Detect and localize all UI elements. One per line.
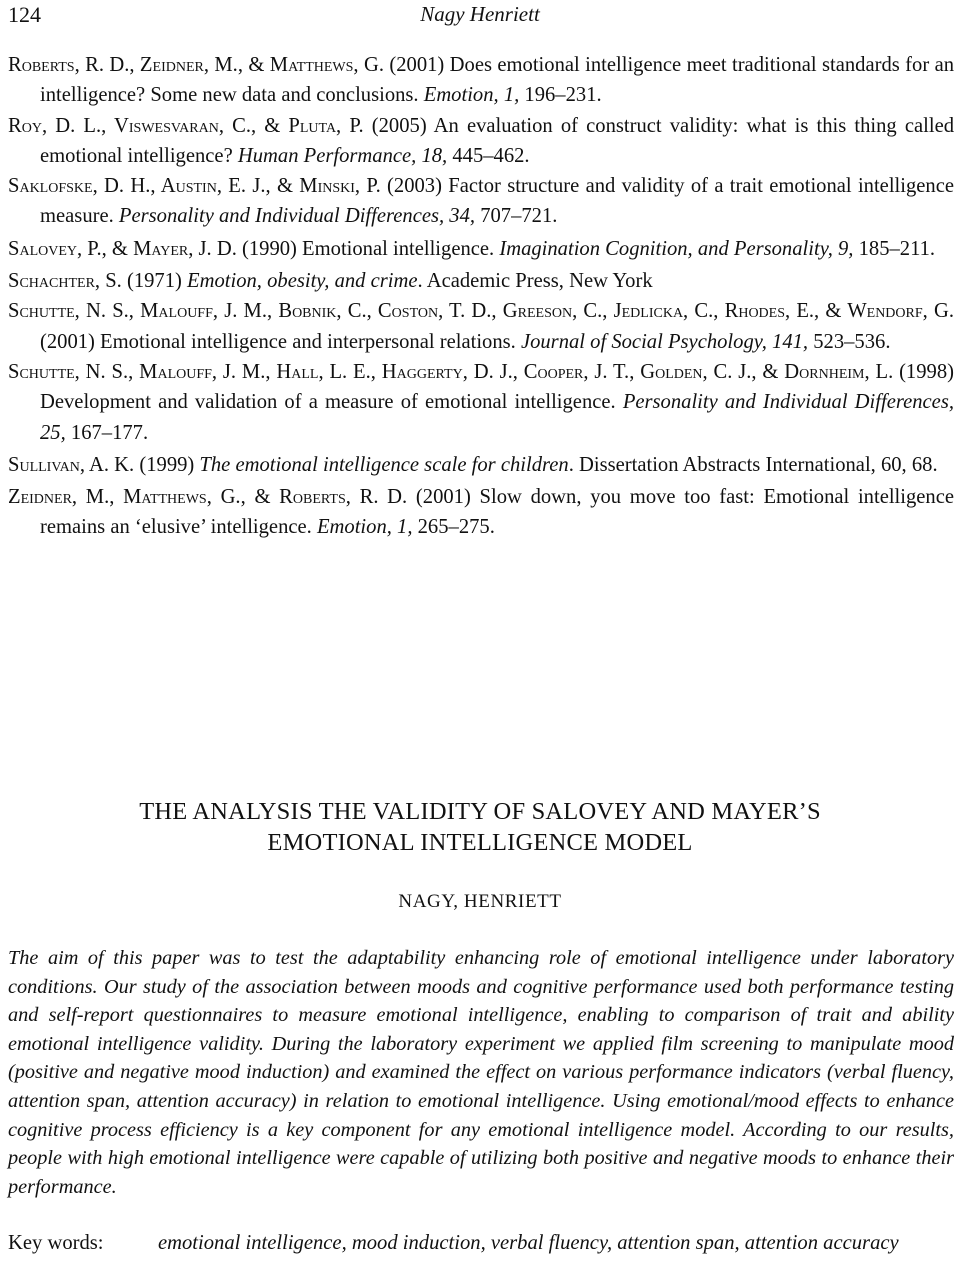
page-number: 124	[8, 2, 41, 27]
reference-text: (1998) Development and validation of a measure of emotional intelligence.	[40, 360, 954, 414]
reference-text: (2001) Emotional intelligence and interpersonal relations.	[40, 330, 521, 353]
reference-authors: Saklofske, D. H., Austin, E. J., & Minski, P.	[8, 175, 381, 198]
reference-entry	[8, 50, 954, 111]
reference-pages: 185–211.	[853, 237, 936, 260]
reference-entry	[8, 296, 954, 357]
reference-entry	[8, 266, 954, 296]
article-title-line: THE ANALYSIS THE VALIDITY OF SALOVEY AND MAYER’S	[139, 798, 821, 825]
reference-text: (2001) Slow down, you move too fast: Emotional intelligence remains an ‘elusive’ intelligence.	[40, 486, 955, 539]
reference-text: (1971)	[121, 270, 188, 293]
keywords-text: emotional intelligence, mood induction, verbal fluency, attention span, attention accuracy	[158, 1232, 899, 1254]
reference-text: (2003) Factor structure and validity of a trait emotional intelligence measure.	[40, 175, 954, 228]
reference-pages: . Dissertation Abstracts International, 60, 68.	[568, 453, 938, 476]
reference-text: (2005) An evaluation of construct validity: what is this thing called emotional intelligence?	[40, 114, 955, 167]
keywords	[8, 1229, 954, 1258]
reference-entry	[8, 357, 954, 448]
reference-authors: Roy, D. L., Viswesvaran, C., & Pluta, P.	[8, 114, 364, 137]
reference-text: (2001) Does emotional intelligence meet traditional standards for an intelligence? Some new data and conclusions.	[40, 54, 955, 107]
reference-authors: Schutte, N. S., Malouff, J. M., Bobnik, C., Coston, T. D., Greeson, C., Jedlicka, C., Rhodes, E., & Wendorf, G.	[8, 300, 954, 323]
reference-text: (1990) Emotional intelligence.	[236, 237, 500, 260]
article-title	[0, 796, 960, 858]
reference-pages: 265–275.	[412, 516, 495, 539]
reference-authors: Salovey, P., & Mayer, J. D.	[8, 237, 237, 260]
reference-authors: Sullivan, A. K.	[8, 453, 135, 476]
reference-source: Personality and Individual Differences, 34,	[118, 205, 476, 228]
reference-entry	[8, 111, 954, 172]
reference-authors: Schachter, S.	[8, 270, 122, 293]
reference-entry	[8, 450, 954, 480]
reference-pages: 523–536.	[808, 330, 891, 353]
article-author: NAGY, HENRIETT	[398, 891, 562, 912]
reference-source: Emotion, 1,	[316, 516, 413, 539]
reference-source: Human Performance, 18,	[237, 144, 448, 167]
reference-authors: Zeidner, M., Matthews, G., & Roberts, R. D.	[8, 486, 408, 509]
reference-text: (1999)	[134, 453, 200, 476]
reference-pages: . Academic Press, New York	[417, 270, 653, 293]
running-title: Nagy Henriett	[420, 2, 540, 26]
reference-pages: 167–177.	[65, 421, 149, 444]
running-head	[8, 2, 952, 32]
reference-source: The emotional intelligence scale for children	[199, 453, 569, 476]
abstract: The aim of this paper was to test the adaptability enhancing role of emotional intelligence under laboratory conditions. Our study of the association between moods and cognitive performance used both performance testing and self-report questionnaires to measure emotional intelligence, enabling to comparison of trait and ability emotional intelligence validity. During the laboratory experiment we applied film screening to manipulate mood (positive and negative mood induction) and examined the effect on various performance indicators (verbal fluency, attention span, attention accuracy) in relation to emotional intelligence. Using emotional/mood effects to enhance cognitive process efficiency is a key component for any emotional intelligence model. According to our results, people with high emotional intelligence were capable of utilizing both positive and negative moods to enhance their performance.	[8, 947, 954, 1198]
reference-pages: 196–231.	[519, 84, 602, 107]
reference-source: Emotion, obesity, and crime	[187, 270, 418, 293]
reference-entry	[8, 482, 954, 543]
reference-pages: 445–462.	[447, 144, 530, 167]
reference-pages: 707–721.	[475, 205, 558, 228]
keywords-label: Key words:	[8, 1232, 104, 1254]
reference-source: Imagination Cognition, and Personality, 9,	[499, 237, 854, 260]
reference-list	[8, 50, 954, 543]
reference-source: Journal of Social Psychology, 141,	[520, 330, 809, 353]
reference-source: Emotion, 1,	[423, 84, 520, 107]
article-title-line: EMOTIONAL INTELLIGENCE MODEL	[267, 829, 693, 856]
reference-authors: Schutte, N. S., Malouff, J. M., Hall, L. E., Haggerty, D. J., Cooper, J. T., Golden, C. J., & Dornheim, L.	[8, 360, 894, 383]
reference-entry	[8, 171, 954, 232]
reference-source: Personality and Individual Differences, 25,	[40, 391, 954, 444]
reference-authors: Roberts, R. D., Zeidner, M., & Matthews, G.	[8, 54, 384, 76]
reference-entry	[8, 234, 954, 264]
